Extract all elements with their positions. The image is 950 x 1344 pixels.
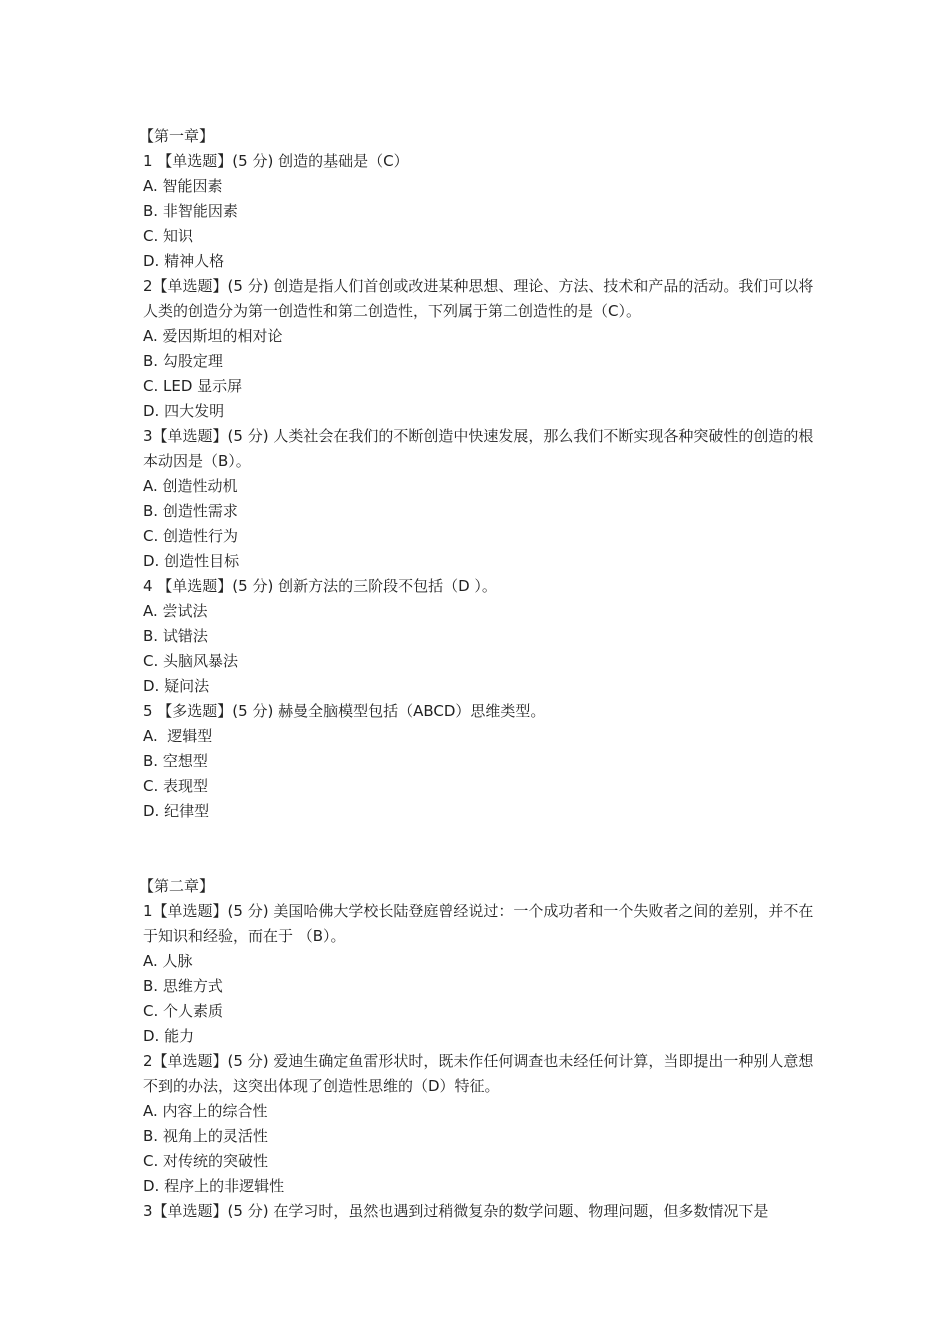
option-c: C. 个人素质 [143, 1002, 224, 1020]
option-a: A. 内容上的综合性 [143, 1102, 268, 1120]
question [143, 149, 823, 274]
question [143, 699, 823, 824]
option-d: D. 四大发明 [143, 402, 225, 420]
question [143, 1199, 823, 1224]
option-d: D. 程序上的非逻辑性 [143, 1177, 285, 1195]
question [143, 424, 823, 574]
question [143, 274, 823, 424]
option-a: A. 人脉 [143, 952, 193, 970]
option-b: B. 非智能因素 [143, 202, 238, 220]
chapter-title: 【第二章】 [139, 877, 215, 895]
question-stem: 5 【多选题】(5 分) 赫曼全脑模型包括（ABCD）思维类型。 [143, 702, 546, 720]
option-d: D. 纪律型 [143, 802, 210, 820]
question-stem: 3【单选题】(5 分) 在学习时，虽然也遇到过稍微复杂的数学问题、物理问题，但多数情况下是 [143, 1202, 769, 1220]
question-stem: 2【单选题】(5 分) 爱迪生确定鱼雷形状时，既未作任何调查也未经任何计算，当即提出一种别人意想不到的办法，这突出体现了创造性思维的（D）特征。 [143, 1052, 814, 1095]
option-a: A. 智能因素 [143, 177, 223, 195]
question-stem: 3【单选题】(5 分) 人类社会在我们的不断创造中快速发展，那么我们不断实现各种突破性的创造的根本动因是（B）。 [143, 427, 814, 470]
option-b: B. 视角上的灵活性 [143, 1127, 268, 1145]
option-d: D. 创造性目标 [143, 552, 240, 570]
question [143, 574, 823, 699]
option-c: C. LED 显示屏 [143, 377, 243, 395]
option-b: B. 试错法 [143, 627, 208, 645]
question-stem: 2【单选题】(5 分) 创造是指人们首创或改进某种思想、理论、方法、技术和产品的活动。我们可以将人类的创造分为第一创造性和第二创造性，下列属于第二创造性的是（C）。 [143, 277, 814, 320]
option-c: C. 创造性行为 [143, 527, 239, 545]
option-c: C. 对传统的突破性 [143, 1152, 269, 1170]
question [143, 1049, 823, 1199]
option-a: A. 逻辑型 [143, 727, 213, 745]
question-stem: 1 【单选题】(5 分) 创造的基础是（C） [143, 152, 409, 170]
option-d: D. 能力 [143, 1027, 195, 1045]
option-d: D. 疑问法 [143, 677, 210, 695]
question-stem: 1【单选题】(5 分) 美国哈佛大学校长陆登庭曾经说过：一个成功者和一个失败者之间的差别，并不在于知识和经验，而在于 （B）。 [143, 902, 814, 945]
option-c: C. 表现型 [143, 777, 209, 795]
option-d: D. 精神人格 [143, 252, 225, 270]
option-a: A. 尝试法 [143, 602, 208, 620]
option-b: B. 空想型 [143, 752, 208, 770]
option-b: B. 勾股定理 [143, 352, 223, 370]
option-b: B. 思维方式 [143, 977, 223, 995]
chapter-gap [143, 824, 823, 874]
option-c: C. 头脑风暴法 [143, 652, 239, 670]
option-a: A. 爱因斯坦的相对论 [143, 327, 283, 345]
chapter-title: 【第一章】 [139, 127, 215, 145]
document-page [139, 124, 823, 1224]
question-stem: 4 【单选题】(5 分) 创新方法的三阶段不包括（D ）。 [143, 577, 497, 595]
question [143, 899, 823, 1049]
option-a: A. 创造性动机 [143, 477, 238, 495]
option-b: B. 创造性需求 [143, 502, 238, 520]
option-c: C. 知识 [143, 227, 194, 245]
